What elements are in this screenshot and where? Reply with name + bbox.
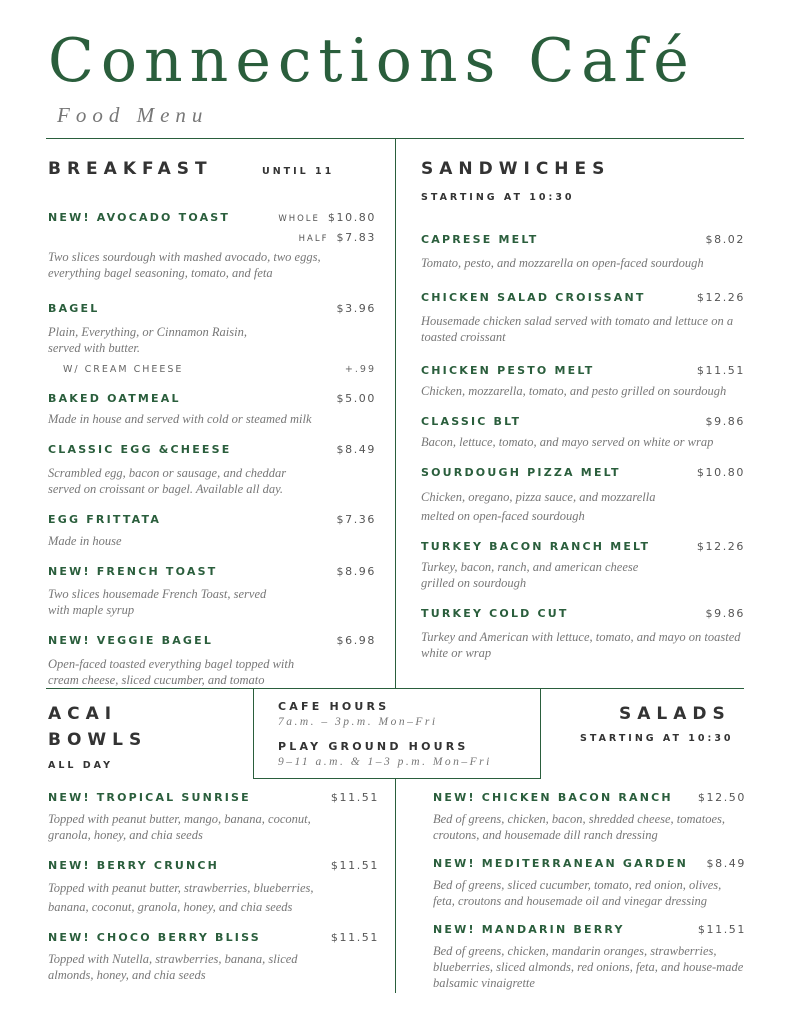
- menu-item: [48, 931, 379, 983]
- sandwiches-list: [421, 233, 745, 661]
- item-price: $10.80: [696, 466, 745, 479]
- acai-heading-line2: BOWLS: [48, 730, 148, 750]
- item-name: NEW! VEGGIE BAGEL: [48, 634, 214, 647]
- menu-item: [48, 392, 376, 427]
- cafe-hours-label: CAFE HOURS: [278, 700, 390, 713]
- salads-hours: STARTING AT 10:30: [580, 733, 734, 744]
- item-name: BAKED OATMEAL: [48, 392, 181, 405]
- cafe-hours-value: 7a.m. – 3p.m. Mon–Fri: [278, 716, 438, 728]
- menu-item: [48, 565, 376, 618]
- item-description: Chicken, oregano, pizza sauce, and mozzarella melted on open-faced sourdough: [421, 490, 656, 523]
- item-name: CHICKEN SALAD CROISSANT: [421, 291, 646, 304]
- item-name: BAGEL: [48, 302, 100, 315]
- item-price: $9.86: [705, 607, 745, 620]
- item-name: NEW! MANDARIN BERRY: [433, 923, 625, 936]
- item-description: Bacon, lettuce, tomato, and mayo served on white or wrap: [421, 435, 714, 449]
- item-price-option: [299, 228, 376, 246]
- item-description: Chicken, mozzarella, tomato, and pesto grilled on sourdough: [421, 384, 727, 398]
- item-name: CAPRESE MELT: [421, 233, 539, 246]
- item-name: CHICKEN PESTO MELT: [421, 364, 595, 377]
- menu-item: [48, 859, 379, 917]
- breakfast-heading: BREAKFAST: [48, 159, 213, 179]
- item-price: $8.02: [705, 233, 745, 246]
- item-name: CLASSIC BLT: [421, 415, 522, 428]
- item-name: NEW! MEDITERRANEAN GARDEN: [433, 857, 688, 870]
- item-description: Bed of greens, chicken, bacon, shredded cheese, tomatoes, croutons, and housemade dill ranch dressing: [433, 812, 726, 842]
- menu-item: [433, 791, 746, 843]
- item-description: Made in house: [48, 534, 122, 548]
- item-description: Topped with Nutella, strawberries, banana, sliced almonds, honey, and chia seeds: [48, 952, 298, 982]
- menu-item: [421, 233, 745, 271]
- item-description: Open-faced toasted everything bagel topped with cream cheese, sliced cucumber, and tomato: [48, 657, 295, 687]
- item-description: Bed of greens, chicken, mandarin oranges, strawberries, blueberries, sliced almonds, red onions, feta, and house-made balsamic vinaigrette: [433, 944, 744, 990]
- item-description: Scrambled egg, bacon or sausage, and cheddar served on croissant or bagel. Available all day.: [48, 466, 287, 496]
- breakfast-list: [48, 208, 376, 688]
- item-price: $8.96: [336, 565, 376, 578]
- item-name: NEW! BERRY CRUNCH: [48, 859, 220, 872]
- item-price: $12.50: [697, 791, 746, 804]
- menu-item: [421, 607, 745, 661]
- item-name: CLASSIC EGG &CHEESE: [48, 443, 232, 456]
- menu-subtitle: Food Menu: [57, 103, 209, 127]
- item-description: Two slices sourdough with mashed avocado, two eggs, everything bagel seasoning, tomato, and feta: [48, 250, 321, 280]
- item-description: Topped with peanut butter, mango, banana, coconut, granola, honey, and chia seeds: [48, 812, 311, 842]
- menu-item: [421, 364, 745, 399]
- item-description: Turkey and American with lettuce, tomato, and mayo on toasted white or wrap: [421, 630, 741, 660]
- option-label: HALF: [298, 234, 329, 244]
- menu-item: [421, 540, 745, 591]
- item-description: Housemade chicken salad served with tomato and lettuce on a toasted croissant: [421, 314, 734, 344]
- item-description: Two slices housemade French Toast, served with maple syrup: [48, 587, 267, 617]
- cafe-title: Connections Café: [48, 26, 696, 96]
- item-name: NEW! TROPICAL SUNRISE: [48, 791, 251, 804]
- center-divider-top: [395, 138, 396, 688]
- menu-item: [48, 302, 376, 375]
- item-price-option: [278, 208, 376, 226]
- salads-list: [433, 791, 746, 991]
- item-price: $9.86: [705, 415, 745, 428]
- item-price: $11.51: [330, 859, 379, 872]
- item-name: NEW! AVOCADO TOAST: [48, 211, 231, 224]
- item-price: $11.51: [330, 791, 379, 804]
- addon-price: +.99: [344, 364, 376, 375]
- addon-label: W/ CREAM CHEESE: [63, 364, 184, 375]
- sandwiches-heading: SANDWICHES: [421, 159, 611, 179]
- item-price: $7.36: [336, 513, 376, 526]
- breakfast-hours: UNTIL 11: [262, 166, 335, 177]
- menu-item: [421, 291, 745, 345]
- item-price: $11.51: [330, 931, 379, 944]
- item-name: EGG FRITTATA: [48, 513, 162, 526]
- item-name: NEW! CHICKEN BACON RANCH: [433, 791, 673, 804]
- item-description: Made in house and served with cold or steamed milk: [48, 412, 312, 426]
- acai-list: [48, 791, 379, 983]
- item-name: TURKEY COLD CUT: [421, 607, 569, 620]
- menu-item: [48, 791, 379, 843]
- menu-item: [421, 466, 745, 526]
- item-price: $11.51: [696, 364, 745, 377]
- menu-item: [48, 443, 376, 497]
- item-description: Plain, Everything, or Cinnamon Raisin, served with butter.: [48, 325, 247, 355]
- item-price: $12.26: [696, 540, 745, 553]
- item-description: Turkey, bacon, ranch, and american cheese grilled on sourdough: [421, 560, 639, 590]
- item-name: NEW! CHOCO BERRY BLISS: [48, 931, 261, 944]
- item-price: $12.26: [696, 291, 745, 304]
- option-label: WHOLE: [278, 214, 320, 224]
- item-description: Bed of greens, sliced cucumber, tomato, red onion, olives, feta, croutons and housemade oil and vinegar dressing: [433, 878, 722, 908]
- hours-box: [253, 688, 541, 779]
- item-price: $8.49: [336, 443, 376, 456]
- menu-item: [433, 923, 746, 991]
- acai-hours: ALL DAY: [48, 760, 113, 771]
- item-name: TURKEY BACON RANCH MELT: [421, 540, 651, 553]
- menu-item: [433, 857, 746, 909]
- item-name: NEW! FRENCH TOAST: [48, 565, 218, 578]
- item-description: Tomato, pesto, and mozzarella on open-faced sourdough: [421, 256, 704, 270]
- center-divider-bottom: [395, 779, 396, 993]
- menu-item: [48, 513, 376, 549]
- sandwiches-hours: STARTING AT 10:30: [421, 192, 575, 203]
- item-price: $3.96: [336, 302, 376, 315]
- item-price: $10.80: [327, 211, 376, 224]
- menu-item: [421, 415, 745, 450]
- item-name: SOURDOUGH PIZZA MELT: [421, 466, 621, 479]
- playground-hours-label: PLAY GROUND HOURS: [278, 740, 469, 753]
- menu-item: [48, 634, 376, 688]
- item-price: $7.83: [336, 231, 376, 244]
- salads-heading: SALADS: [619, 704, 731, 724]
- item-description: Topped with peanut butter, strawberries, blueberries, banana, coconut, granola, honey, and chia seeds: [48, 881, 314, 914]
- item-price: $5.00: [336, 392, 376, 405]
- acai-heading-line1: ACAI: [48, 704, 118, 724]
- menu-item: [48, 208, 376, 281]
- item-price: $8.49: [706, 857, 746, 870]
- playground-hours-value: 9–11 a.m. & 1–3 p.m. Mon–Fri: [278, 756, 492, 768]
- item-price: $6.98: [336, 634, 376, 647]
- item-price: $11.51: [697, 923, 746, 936]
